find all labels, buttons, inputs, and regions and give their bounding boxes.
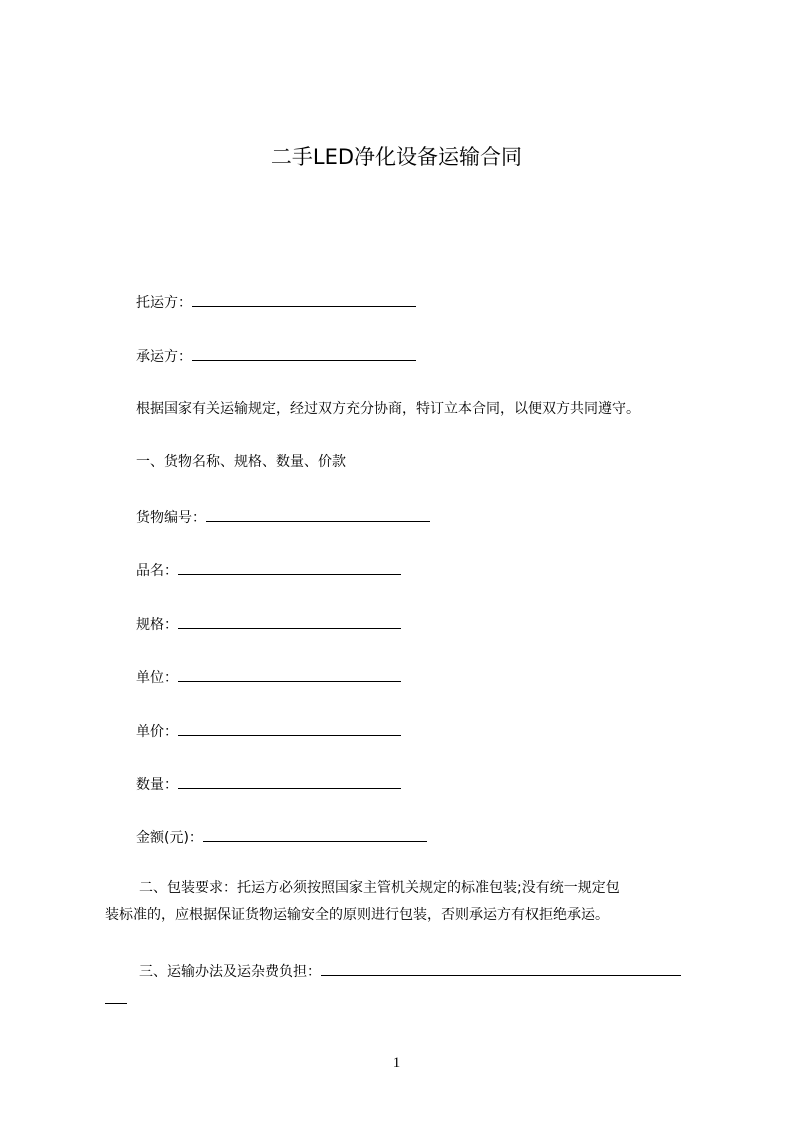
goods-number-field: [136, 507, 430, 527]
shipper-label: 托运方：: [136, 295, 192, 311]
field-label: 规格：: [136, 617, 178, 633]
spec-field: [136, 614, 401, 634]
field-blank: [178, 774, 401, 789]
section3-blank-tail: [105, 989, 127, 1004]
field-blank: [206, 507, 430, 522]
section3-blank-continued: [105, 989, 127, 1009]
section1-heading: 一、货物名称、规格、数量、价款: [136, 454, 346, 470]
field-label: 货物编号：: [136, 510, 206, 526]
quantity-field: [136, 774, 401, 794]
intro-paragraph: 根据国家有关运输规定，经过双方充分协商，特订立本合同，以便双方共同遵守。: [136, 401, 640, 417]
field-label: 品名：: [136, 563, 178, 579]
field-blank: [178, 560, 401, 575]
field-label: 数量：: [136, 777, 178, 793]
section3-field: [139, 961, 681, 981]
field-label: 单位：: [136, 670, 178, 686]
carrier-label: 承运方：: [136, 349, 192, 365]
field-label: 金额(元)：: [136, 830, 203, 846]
amount-field: [136, 827, 427, 847]
carrier-blank: [192, 346, 416, 361]
section2-line2: 装标准的，应根据保证货物运输安全的原则进行包装，否则承运方有权拒绝承运。: [105, 907, 609, 923]
carrier-field: [136, 346, 416, 366]
product-name-field: [136, 560, 401, 580]
field-label: 单价：: [136, 724, 178, 740]
section3-blank: [321, 961, 681, 976]
field-blank: [178, 614, 401, 629]
page-number: 1: [392, 1055, 401, 1071]
shipper-blank: [192, 292, 416, 307]
field-blank: [178, 721, 401, 736]
field-blank: [178, 667, 401, 682]
unit-price-field: [136, 721, 401, 741]
section3-label: 三、运输办法及运杂费负担：: [139, 964, 321, 980]
shipper-field: [136, 292, 416, 312]
field-blank: [203, 827, 427, 842]
section2-line1: 二、包装要求：托运方必须按照国家主管机关规定的标准包装;没有统一规定包: [139, 880, 620, 896]
unit-field: [136, 667, 401, 687]
document-title: 二手LED净化设备运输合同: [270, 145, 523, 169]
